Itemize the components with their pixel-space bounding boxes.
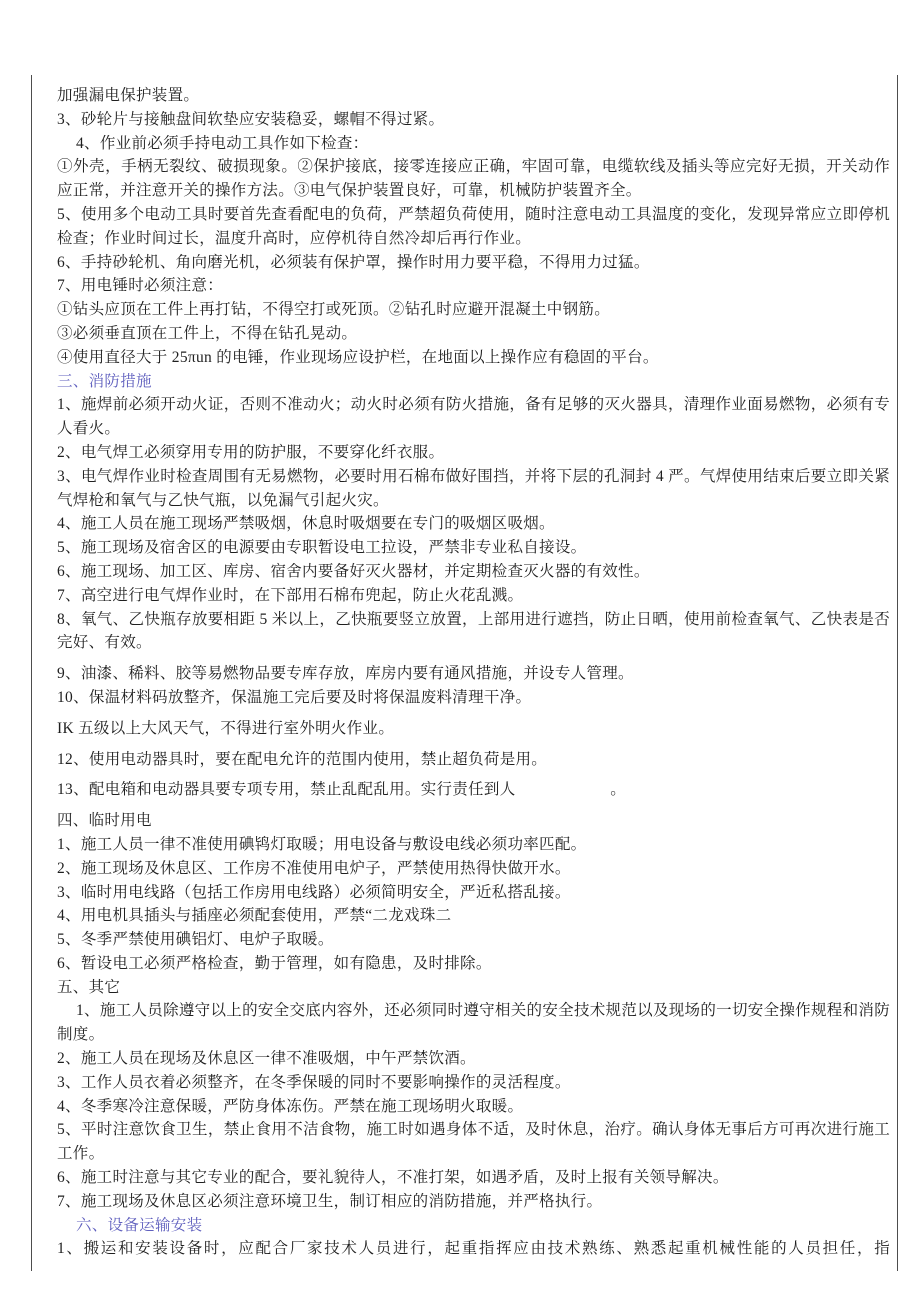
paragraph: ①外壳，手柄无裂纹、破损现象。②保护接底，接零连接应正确，牢固可靠，电缆软线及插头等应完好无损，开关动作应正常，并注意开关的操作方法。③电气保护装置良好，可靠，机械防护装置齐全。 — [57, 158, 890, 200]
paragraph: 3、临时用电线路（包括工作房用电线路）必须简明安全，严近私搭乱接。 — [57, 883, 571, 901]
paragraph: 10、保温材料码放整齐，保温施工完后要及时将保温废料清理干净。 — [57, 688, 532, 706]
paragraph: 4、用电机具插头与插座必须配套使用，严禁“二龙戏珠二 — [57, 907, 452, 925]
paragraph: 1、施焊前必须开动火证，否则不准动火；动火时必须有防火措施，备有足够的灭火器具，清理作业面易燃物，必须有专人看火。 — [57, 396, 890, 438]
paragraph: 1、搬运和安装设备时，应配合厂家技术人员进行，起重指挥应由技术熟练、熟悉起重机械性能的人员担任，指 — [57, 1240, 890, 1258]
document-body — [57, 84, 890, 1261]
paragraph: 5、使用多个电动工具时要首先查看配电的负荷，严禁超负荷使用，随时注意电动工具温度的变化，发现异常应立即停机检查；作业时间过长，温度升高时，应停机待自然冷却后再行作业。 — [57, 205, 890, 247]
paragraph: 13、配电箱和电动器具要专项专用，禁止乱配乱用。实行责任到人 。 — [57, 781, 627, 799]
table-cell — [31, 75, 898, 1271]
paragraph: 6、手持砂轮机、角向磨光机，必须装有保护罩，操作时用力要平稳，不得用力过猛。 — [57, 253, 650, 271]
paragraph: 4、施工人员在施工现场严禁吸烟，休息时吸烟要在专门的吸烟区吸烟。 — [57, 515, 555, 533]
paragraph: 五、其它 — [57, 978, 121, 996]
paragraph: 12、使用电动器具时，要在配电允许的范围内使用，禁止超负荷是用。 — [57, 750, 548, 768]
paragraph: 2、施工现场及休息区、工作房不准使用电炉子，严禁使用热得快做开水。 — [57, 859, 571, 877]
paragraph: IK 五级以上大风天气，不得进行室外明火作业。 — [57, 719, 395, 737]
paragraph: 3、工作人员衣着必须整齐，在冬季保暖的同时不要影响操作的灵活程度。 — [57, 1073, 571, 1091]
paragraph: 1、施工人员除遵守以上的安全交底内容外，还必须同时遵守相关的安全技术规范以及现场的一切安全操作规程和消防制度。 — [57, 1002, 890, 1044]
paragraph: 5、平时注意饮食卫生，禁止食用不洁食物，施工时如遇身体不适，及时休息，治疗。确认身体无事后方可再次进行施工工作。 — [57, 1121, 890, 1163]
paragraph: 9、油漆、稀料、胶等易燃物品要专库存放，库房内要有通风措施，并设专人管理。 — [57, 665, 634, 683]
paragraph: 3、电气焊作业时检查周围有无易燃物，必要时用石棉布做好围挡，并将下层的孔洞封 4 严。气焊使用结束后要立即关紧气焊枪和氧气与乙快气瓶，以免漏气引起火灾。 — [57, 467, 890, 509]
paragraph: 7、施工现场及休息区必须注意环境卫生，制订相应的消防措施，并严格执行。 — [57, 1192, 603, 1210]
paragraph: 7、高空进行电气焊作业时，在下部用石棉布兜起，防止火花乱溅。 — [57, 586, 524, 604]
paragraph: 三、消防措施 — [57, 372, 152, 390]
paragraph: 加强漏电保护装置。 — [57, 87, 200, 104]
paragraph: 6、施工现场、加工区、库房、宿舍内要备好灭火器材，并定期检查灭火器的有效性。 — [57, 562, 650, 580]
paragraph: 1、施工人员一律不准使用碘鸨灯取暖；用电设备与敷设电线必须功率匹配。 — [57, 835, 587, 853]
paragraph: 8、氧气、乙快瓶存放要相距 5 米以上，乙快瓶要竖立放置，上部用进行遮挡，防止日晒，使用前检查氧气、乙快表是否完好、有效。 — [57, 610, 890, 652]
paragraph: 2、施工人员在现场及休息区一律不准吸烟，中午严禁饮酒。 — [57, 1050, 476, 1068]
paragraph: 5、冬季严禁使用碘铝灯、电炉子取暖。 — [57, 931, 334, 949]
paragraph: ①钻头应顶在工件上再打钻，不得空打或死顶。②钻孔时应避开混凝土中钢筋。 — [57, 301, 611, 319]
paragraph: 4、作业前必须手持电动工具作如下检查： — [76, 134, 369, 152]
paragraph: ③必须垂直顶在工件上，不得在钻孔晃动。 — [57, 324, 358, 342]
paragraph: 6、暂设电工必须严格检查，勤于管理，如有隐患，及时排除。 — [57, 954, 492, 972]
paragraph: 2、电气焊工必须穿用专用的防护服，不要穿化纤衣服。 — [57, 443, 445, 461]
paragraph: 5、施工现场及宿舍区的电源要由专职暂设电工拉设，严禁非专业私自接设。 — [57, 539, 587, 557]
paragraph: ④使用直径大于 25πun 的电锤，作业现场应设护栏，在地面以上操作应有稳固的平台。 — [57, 348, 659, 366]
paragraph: 六、设备运输安装 — [76, 1216, 203, 1234]
paragraph: 4、冬季寒冷注意保暖，严防身体冻伤。严禁在施工现场明火取暖。 — [57, 1097, 524, 1115]
paragraph: 7、用电锤时必须注意： — [57, 277, 224, 295]
paragraph: 四、临时用电 — [57, 812, 152, 830]
paragraph: 6、施工时注意与其它专业的配合，要礼貌待人，不准打架，如遇矛盾，及时上报有关领导解决。 — [57, 1169, 729, 1187]
paragraph: 3、砂轮片与接触盘间软垫应安装稳妥，螺帽不得过紧。 — [57, 110, 445, 128]
